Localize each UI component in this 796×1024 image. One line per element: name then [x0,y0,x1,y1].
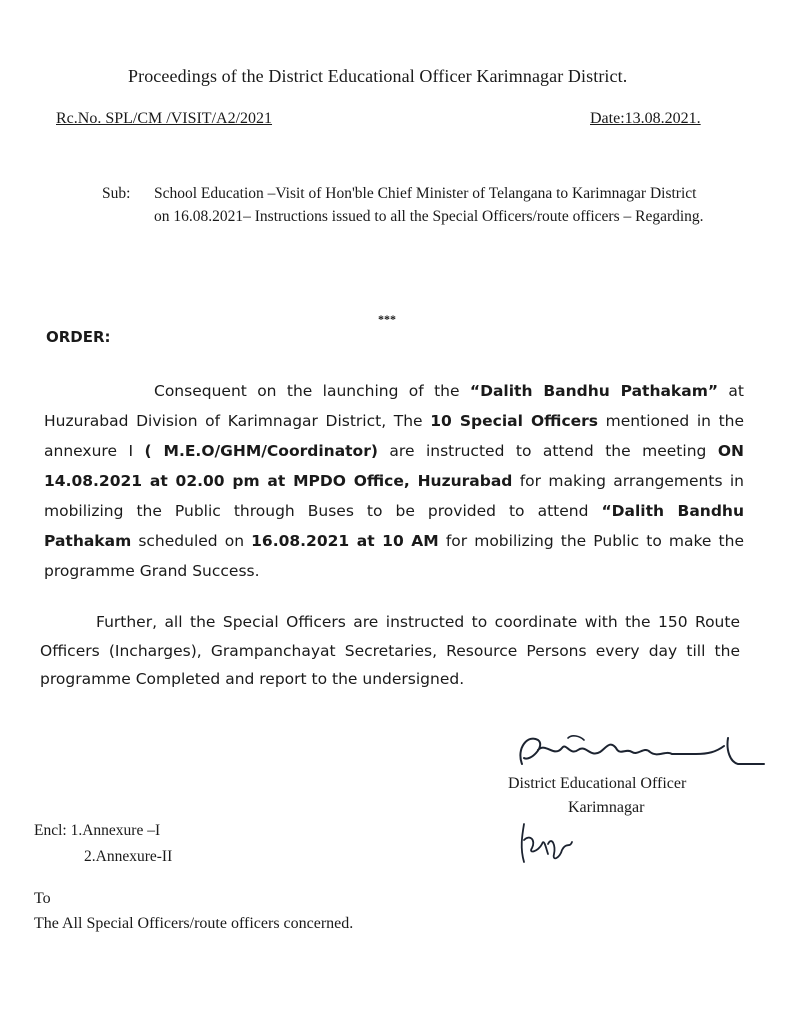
enclosures-block [34,818,172,870]
p1-text-6: scheduled on [131,532,252,550]
signatory-block [508,772,686,820]
p1-bold-scheme-name: “Dalith Bandhu Pathakam” [469,382,719,400]
addressee-block [34,886,353,936]
p1-text-7: for mobilizing the Public to make the programme Grand Success. [44,532,744,580]
document-title: Proceedings of the District Educational Officer Karimnagar District. [128,66,628,86]
p1-text-4: are instructed to attend the meeting [377,442,718,460]
addressee-to: To [34,890,51,907]
initials-signature [514,818,594,870]
reference-number: Rc.No. SPL/CM /VISIT/A2/2021 [56,110,273,127]
p1-text-1: Consequent on the launching of the [154,382,470,400]
subject-text: School Education –Visit of Hon'ble Chief Minister of Telangana to Karimnagar District on 16.08.2021– Instructions issued to all the Special Officers/route officers – Regarding. [154,185,704,225]
enclosure-item-1: 1.Annexure –I [70,822,161,839]
addressee-recipient: The All Special Officers/route officers concerned. [34,915,354,932]
p1-text-5: for making arrangements in mobilizing the Public through Buses to be provided to attend [44,472,744,520]
enclosures-label: Encl: [34,822,67,839]
subject-label: Sub: [102,185,131,202]
document-date: Date:13.08.2021. [590,110,701,127]
order-heading: ORDER: [46,328,111,346]
p1-text-2: at Huzurabad Division of Karimnagar District, The [44,382,744,430]
separator-stars: *** [378,312,396,326]
subject-block [102,182,722,228]
p1-text-3: mentioned in the annexure I [44,412,745,460]
order-paragraph-2: Further, all the Special Officers are instructed to coordinate with the 150 Route Officers (Incharges), Grampanchayat Secretaries, Resource Persons every day till the programme Completed and report to the undersigned. [40,613,740,688]
p1-bold-event-datetime: 16.08.2021 at 10 AM [251,532,439,550]
enclosure-item-2: 2.Annexure-II [84,848,173,865]
order-paragraph-1 [44,376,744,586]
p1-bold-roles: ( M.E.O/GHM/Coordinator) [144,442,378,460]
p1-bold-meeting-details: ON 14.08.2021 at 02.00 pm at MPDO Office, Huzurabad [44,442,744,490]
signatory-designation: District Educational Officer [508,775,687,792]
p1-bold-scheme-name-2: “Dalith Bandhu Pathakam [44,502,745,550]
signatory-place: Karimnagar [568,799,645,816]
p1-bold-special-officers: 10 Special Officers [430,412,599,430]
